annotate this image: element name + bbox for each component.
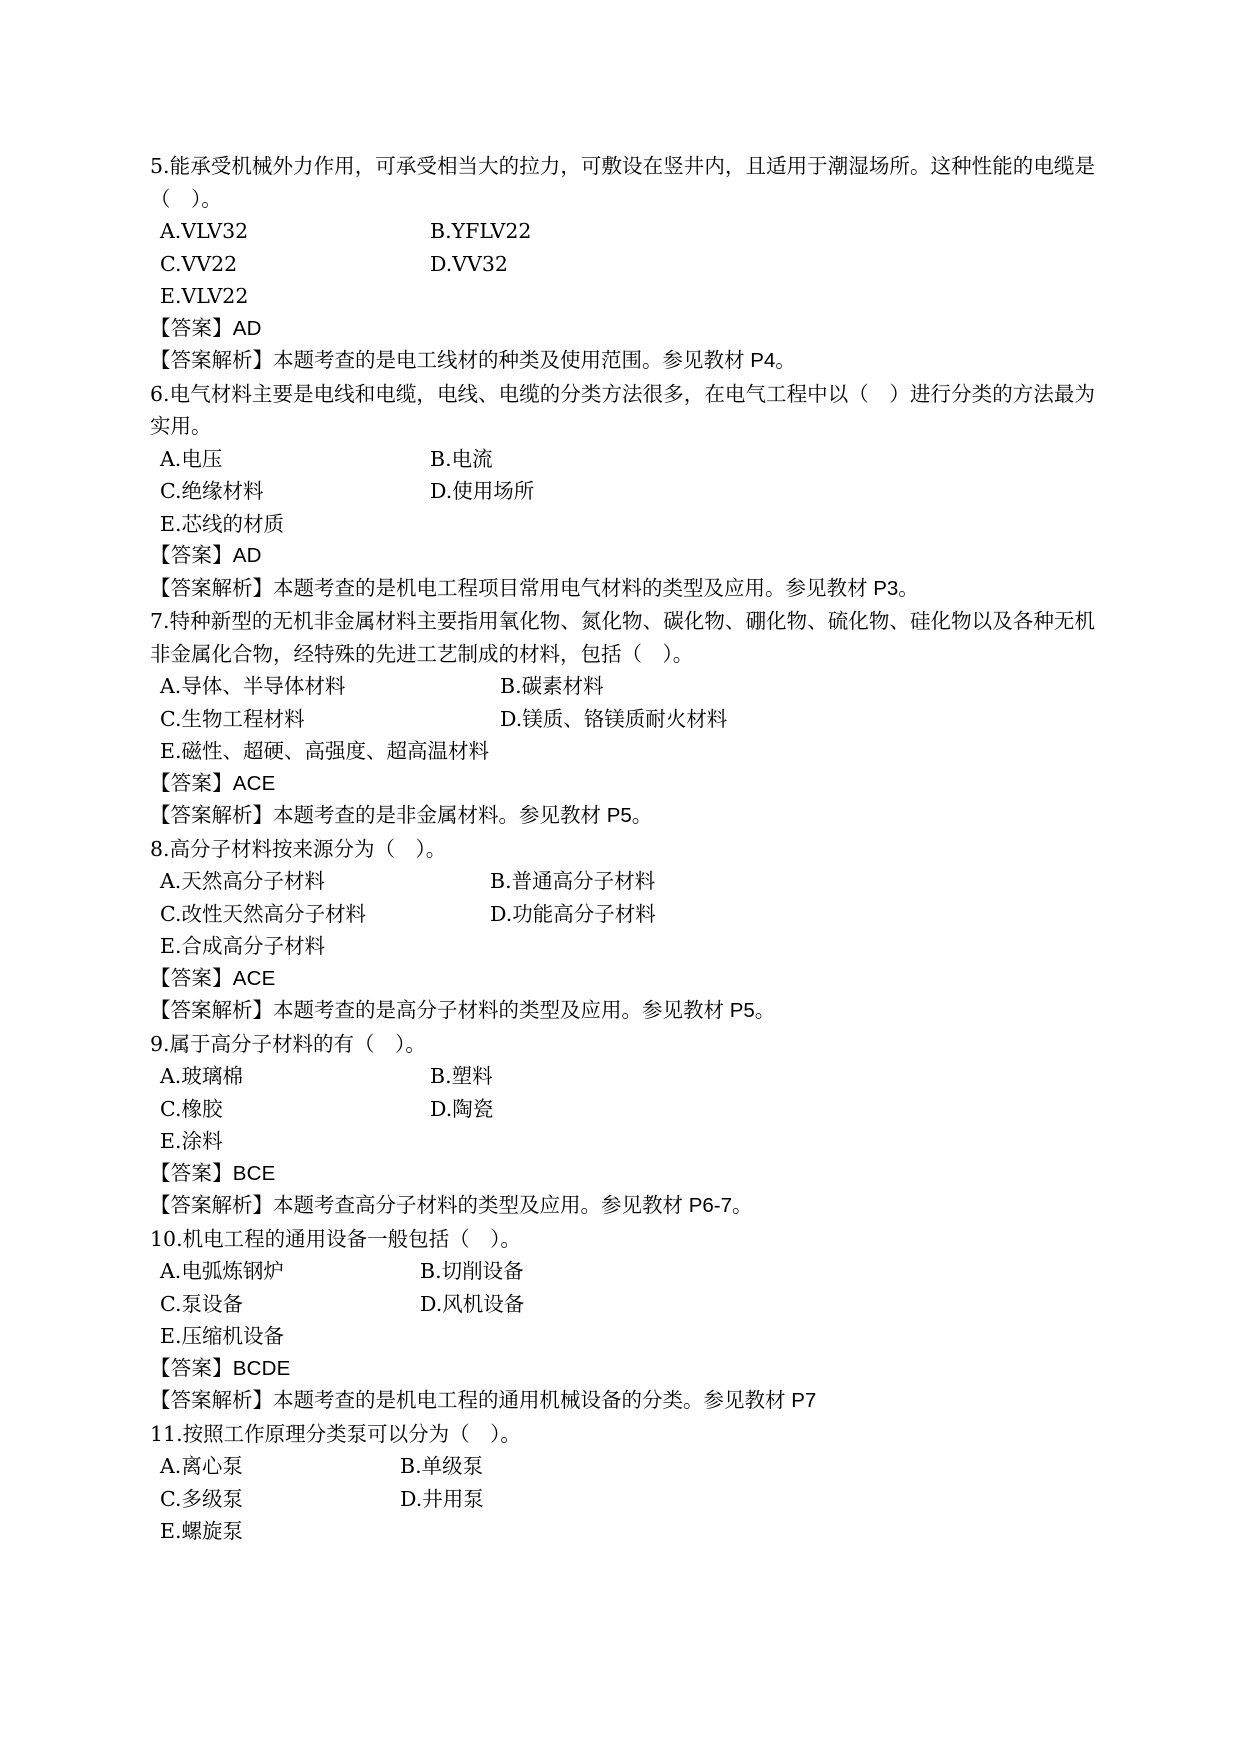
answer-line: 【答案】BCE bbox=[150, 1161, 276, 1185]
question-stem: 9.属于高分子材料的有（ ）。 bbox=[150, 1031, 426, 1056]
option-a: A.电弧炼钢炉 bbox=[160, 1259, 284, 1283]
option-d: D.陶瓷 bbox=[430, 1096, 494, 1121]
option-a: A.玻璃棉 bbox=[160, 1064, 243, 1088]
options-grid bbox=[150, 1450, 1095, 1548]
option-c: C.多级泵 bbox=[160, 1486, 243, 1511]
options-grid bbox=[150, 670, 1095, 768]
question-11 bbox=[150, 1418, 1095, 1548]
explanation-line: 【答案解析】本题考查的是非金属材料。参见教材 P5。 bbox=[150, 804, 653, 827]
explanation-line: 【答案解析】本题考查的是机电工程项目常用电气材料的类型及应用。参见教材 P3。 bbox=[150, 576, 919, 600]
options-grid bbox=[150, 865, 1095, 963]
question-7 bbox=[150, 605, 1095, 833]
question-9 bbox=[150, 1028, 1095, 1223]
option-b: B.塑料 bbox=[430, 1064, 493, 1088]
option-a: A.离心泵 bbox=[160, 1454, 243, 1478]
answer-line: 【答案】AD bbox=[150, 544, 262, 567]
question-stem: 6.电气材料主要是电线和电缆，电线、电缆的分类方法很多，在电气工程中以（ ）进行分类的方法最为实用。 bbox=[150, 381, 1095, 438]
option-d: D.风机设备 bbox=[420, 1291, 525, 1316]
option-c: C.橡胶 bbox=[160, 1096, 223, 1121]
option-a: A.VLV32 bbox=[160, 219, 249, 243]
options-grid bbox=[150, 1060, 1095, 1158]
answer-line: 【答案】AD bbox=[150, 316, 262, 340]
option-c: C.改性天然高分子材料 bbox=[160, 901, 366, 926]
question-stem: 5.能承受机械外力作用，可承受相当大的拉力，可敷设在竖井内，且适用于潮湿场所。这种性能的电缆是（ ）。 bbox=[150, 154, 1095, 211]
question-10 bbox=[150, 1223, 1095, 1418]
options-grid bbox=[150, 215, 1095, 313]
explanation-line: 【答案解析】本题考查的是高分子材料的类型及应用。参见教材 P5。 bbox=[150, 999, 776, 1022]
option-d: D.井用泵 bbox=[400, 1486, 484, 1511]
explanation-line: 【答案解析】本题考查高分子材料的类型及应用。参见教材 P6-7。 bbox=[150, 1194, 753, 1217]
answer-line: 【答案】ACE bbox=[150, 771, 276, 795]
option-c: C.生物工程材料 bbox=[160, 706, 305, 731]
question-6 bbox=[150, 378, 1095, 606]
question-list bbox=[150, 150, 1095, 1548]
question-stem: 7.特种新型的无机非金属材料主要指用氧化物、氮化物、碳化物、硼化物、硫化物、硅化物以及各种无机非金属化合物，经特殊的先进工艺制成的材料，包括（ ）。 bbox=[150, 609, 1095, 666]
option-e: E.合成高分子材料 bbox=[160, 934, 325, 958]
option-e: E.螺旋泵 bbox=[160, 1519, 243, 1543]
option-e: E.涂料 bbox=[160, 1129, 223, 1153]
option-b: B.单级泵 bbox=[400, 1454, 484, 1478]
question-stem: 10.机电工程的通用设备一般包括（ ）。 bbox=[150, 1226, 521, 1251]
option-d: D.功能高分子材料 bbox=[490, 901, 656, 926]
answer-line: 【答案】BCDE bbox=[150, 1356, 291, 1380]
explanation-line: 【答案解析】本题考查的是机电工程的通用机械设备的分类。参见教材 P7 bbox=[150, 1389, 817, 1412]
option-c: C.绝缘材料 bbox=[160, 479, 264, 503]
options-grid bbox=[150, 443, 1095, 541]
option-b: B.碳素材料 bbox=[500, 674, 604, 698]
answer-line: 【答案】ACE bbox=[150, 966, 276, 990]
option-c: C.VV22 bbox=[160, 251, 238, 276]
question-5 bbox=[150, 150, 1095, 378]
option-b: B.YFLV22 bbox=[430, 219, 532, 243]
option-d: D.镁质、铬镁质耐火材料 bbox=[500, 706, 728, 731]
option-b: B.电流 bbox=[430, 446, 493, 471]
option-b: B.普通高分子材料 bbox=[490, 869, 656, 893]
question-stem: 11.按照工作原理分类泵可以分为（ ）。 bbox=[150, 1421, 521, 1446]
option-e: E.芯线的材质 bbox=[160, 511, 284, 536]
explanation-line: 【答案解析】本题考查的是电工线材的种类及使用范围。参见教材 P4。 bbox=[150, 349, 796, 372]
option-d: D.VV32 bbox=[430, 251, 508, 276]
option-e: E.VLV22 bbox=[160, 284, 249, 308]
option-a: A.电压 bbox=[160, 446, 223, 471]
option-c: C.泵设备 bbox=[160, 1291, 243, 1316]
question-stem: 8.高分子材料按来源分为（ ）。 bbox=[150, 836, 447, 861]
option-e: E.磁性、超硬、高强度、超高温材料 bbox=[160, 739, 489, 763]
option-d: D.使用场所 bbox=[430, 479, 535, 503]
option-a: A.天然高分子材料 bbox=[160, 869, 325, 893]
options-grid bbox=[150, 1255, 1095, 1353]
option-a: A.导体、半导体材料 bbox=[160, 674, 346, 698]
question-8 bbox=[150, 833, 1095, 1028]
option-b: B.切削设备 bbox=[420, 1259, 524, 1283]
option-e: E.压缩机设备 bbox=[160, 1324, 284, 1348]
